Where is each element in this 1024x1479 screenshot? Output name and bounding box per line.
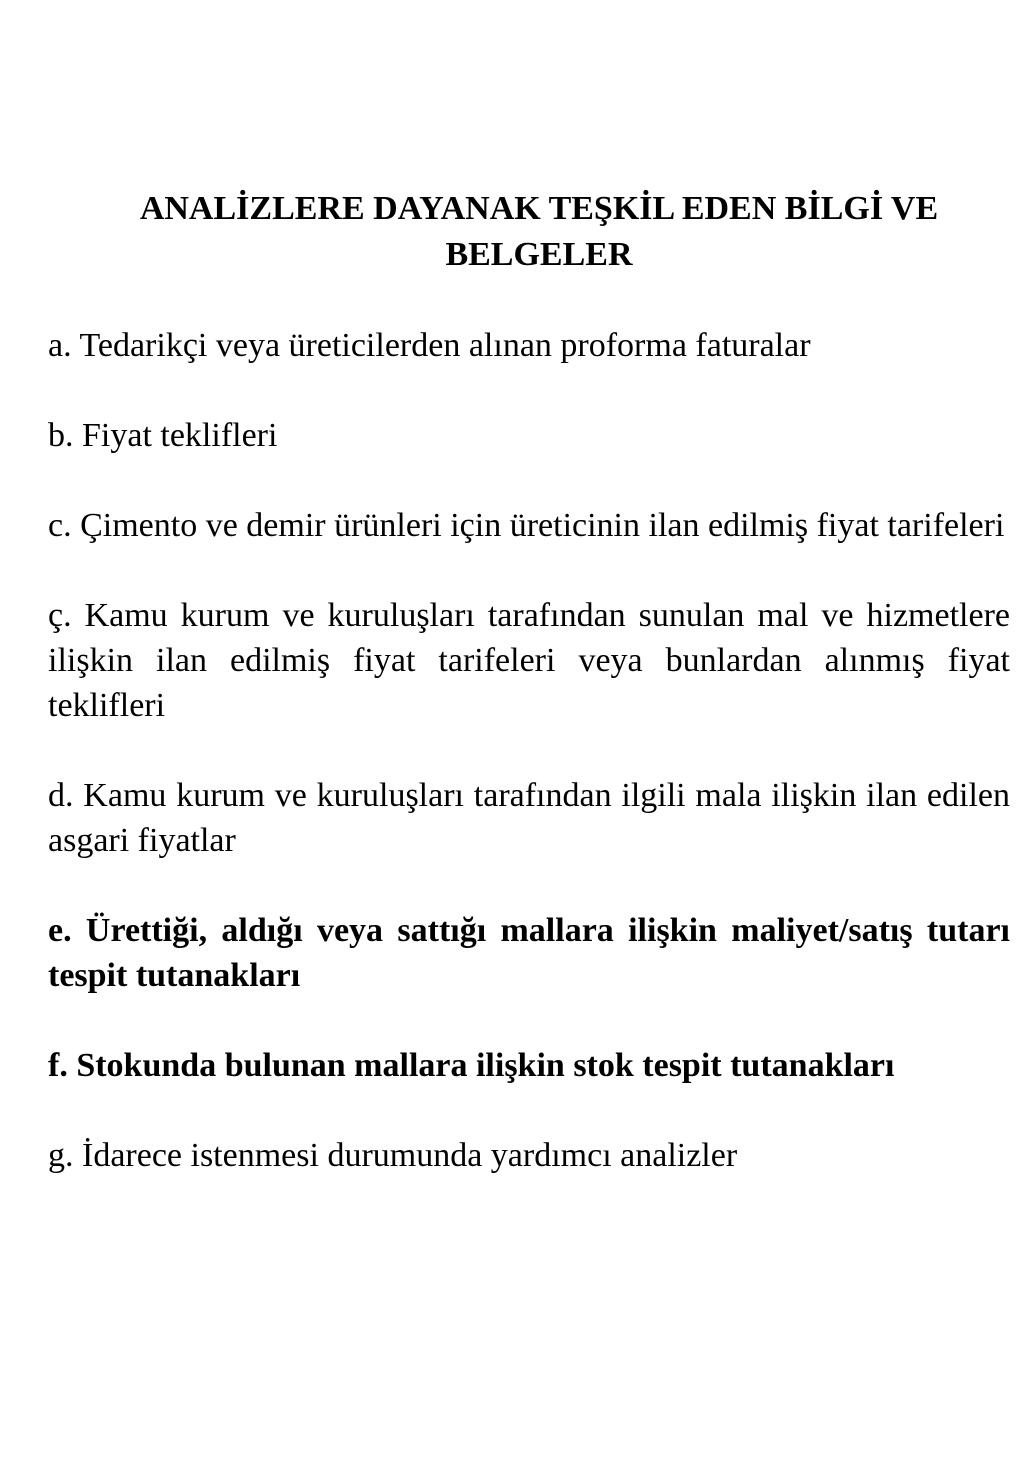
list-item-a: a. Tedarikçi veya üreticilerden alınan proforma faturalar: [48, 327, 811, 364]
list-item-f: f. Stokunda bulunan mallara ilişkin stok tespit tutanakları: [48, 1047, 895, 1084]
list-item-e: e. Ürettiği, aldığı veya sattığı mallara ilişkin maliyet/satış tutarı tespit tutanakları: [48, 912, 1010, 994]
list-item-b: b. Fiyat teklifleri: [48, 417, 278, 454]
list-item-d: d. Kamu kurum ve kuruluşları tarafından ilgili mala ilişkin ilan edilen asgari fiyatlar: [48, 777, 1010, 859]
list-item-c: c. Çimento ve demir ürünleri için üreticinin ilan edilmiş fiyat tarifeleri: [48, 507, 1005, 544]
list-item-g: g. İdarece istenmesi durumunda yardımcı analizler: [48, 1137, 738, 1174]
document-title: ANALİZLERE DAYANAK TEŞKİL EDEN BİLGİ VE BELGELER: [139, 190, 939, 273]
document-page: [48, 186, 1010, 1178]
list-item-c-cedilla: ç. Kamu kurum ve kuruluşları tarafından sunulan mal ve hizmetlere ilişkin ilan edilmiş fiyat tarifeleri veya bunlardan alınmış fiyat teklifleri: [48, 597, 1010, 724]
